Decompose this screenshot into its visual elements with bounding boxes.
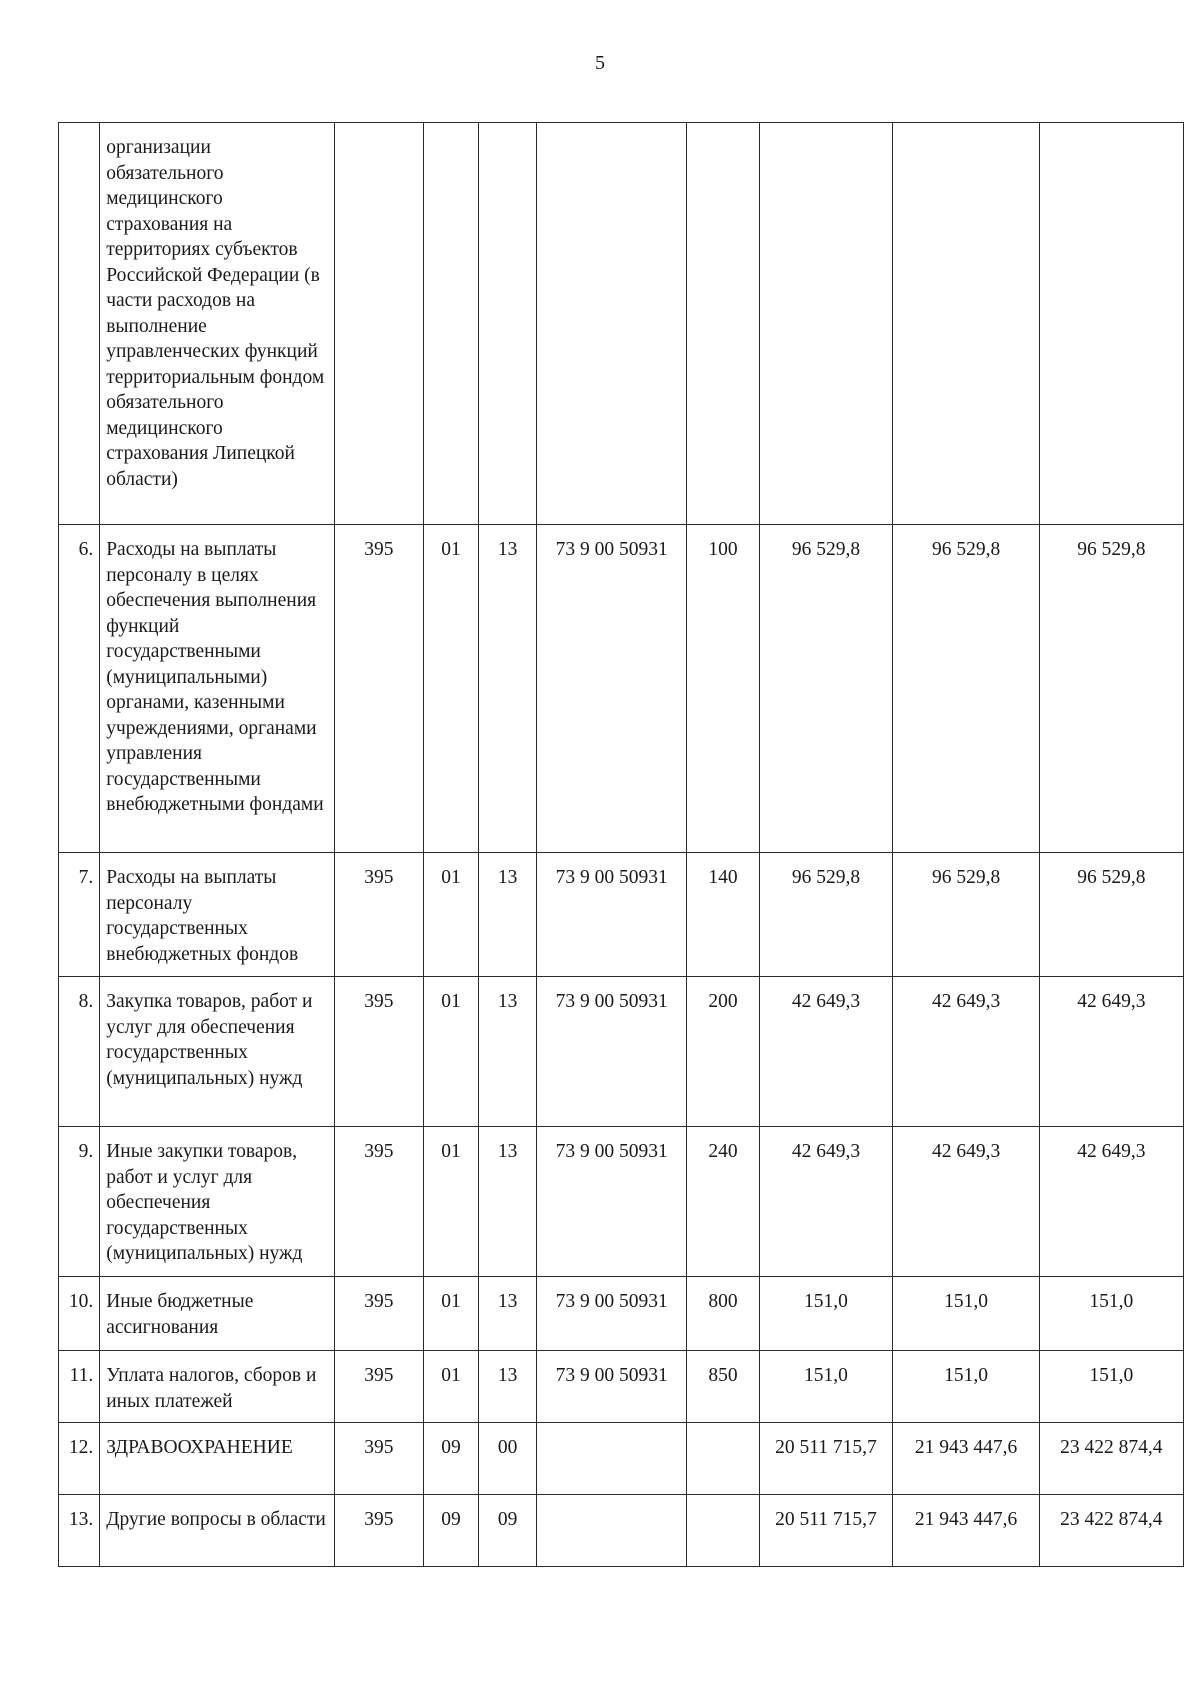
amount-year-1: 151,0 xyxy=(759,1277,893,1351)
subsection-code: 13 xyxy=(479,1277,537,1351)
section-code: 01 xyxy=(423,1351,479,1423)
table-row xyxy=(59,525,1184,853)
expense-type xyxy=(687,1423,759,1495)
target-article xyxy=(536,1495,686,1567)
subsection-code: 09 xyxy=(479,1495,537,1567)
target-article: 73 9 00 50931 xyxy=(536,977,686,1127)
expense-type: 240 xyxy=(687,1127,759,1277)
expense-type: 800 xyxy=(687,1277,759,1351)
amount-year-3: 96 529,8 xyxy=(1039,853,1183,977)
section-code: 01 xyxy=(423,1277,479,1351)
amount-year-3: 23 422 874,4 xyxy=(1039,1423,1183,1495)
row-number: 11. xyxy=(59,1351,100,1423)
ministry-code: 395 xyxy=(335,1277,424,1351)
amount-year-3: 23 422 874,4 xyxy=(1039,1495,1183,1567)
expense-type: 200 xyxy=(687,977,759,1127)
row-number: 12. xyxy=(59,1423,100,1495)
amount-year-1: 96 529,8 xyxy=(759,525,893,853)
amount-year-2: 151,0 xyxy=(893,1351,1039,1423)
section-code xyxy=(423,123,479,525)
ministry-code: 395 xyxy=(335,977,424,1127)
row-name: ЗДРАВООХРАНЕНИЕ xyxy=(100,1423,335,1495)
amount-year-3: 151,0 xyxy=(1039,1351,1183,1423)
section-code: 01 xyxy=(423,1127,479,1277)
amount-year-2: 96 529,8 xyxy=(893,853,1039,977)
subsection-code: 13 xyxy=(479,977,537,1127)
amount-year-1: 20 511 715,7 xyxy=(759,1423,893,1495)
amount-year-3: 42 649,3 xyxy=(1039,977,1183,1127)
row-name: Расходы на выплаты персоналу в целях обеспечения выполнения функций государственными (муниципальными) органами, казенными учреждениями, органами управления государственными внебюджетными фондами xyxy=(100,525,335,853)
amount-year-1: 42 649,3 xyxy=(759,977,893,1127)
section-code: 09 xyxy=(423,1495,479,1567)
target-article: 73 9 00 50931 xyxy=(536,1127,686,1277)
expense-type xyxy=(687,1495,759,1567)
ministry-code: 395 xyxy=(335,1423,424,1495)
section-code: 01 xyxy=(423,525,479,853)
amount-year-2: 21 943 447,6 xyxy=(893,1495,1039,1567)
row-name: Уплата налогов, сборов и иных платежей xyxy=(100,1351,335,1423)
budget-table xyxy=(58,122,1184,1567)
section-code: 01 xyxy=(423,977,479,1127)
row-name: Расходы на выплаты персоналу государственных внебюджетных фондов xyxy=(100,853,335,977)
amount-year-2: 42 649,3 xyxy=(893,977,1039,1127)
expense-type: 140 xyxy=(687,853,759,977)
target-article: 73 9 00 50931 xyxy=(536,1351,686,1423)
amount-year-2: 42 649,3 xyxy=(893,1127,1039,1277)
section-code: 09 xyxy=(423,1423,479,1495)
amount-year-2: 21 943 447,6 xyxy=(893,1423,1039,1495)
expense-type: 100 xyxy=(687,525,759,853)
subsection-code: 13 xyxy=(479,525,537,853)
subsection-code: 00 xyxy=(479,1423,537,1495)
amount-year-3: 96 529,8 xyxy=(1039,525,1183,853)
row-number: 10. xyxy=(59,1277,100,1351)
target-article xyxy=(536,1423,686,1495)
subsection-code: 13 xyxy=(479,853,537,977)
row-name: Другие вопросы в области xyxy=(100,1495,335,1567)
expense-type xyxy=(687,123,759,525)
amount-year-1: 96 529,8 xyxy=(759,853,893,977)
subsection-code: 13 xyxy=(479,1351,537,1423)
amount-year-3 xyxy=(1039,123,1183,525)
row-name: Иные бюджетные ассигнования xyxy=(100,1277,335,1351)
row-number: 7. xyxy=(59,853,100,977)
amount-year-1: 20 511 715,7 xyxy=(759,1495,893,1567)
row-name: Закупка товаров, работ и услуг для обеспечения государственных (муниципальных) нужд xyxy=(100,977,335,1127)
amount-year-2 xyxy=(893,123,1039,525)
target-article: 73 9 00 50931 xyxy=(536,1277,686,1351)
row-name: организации обязательного медицинского страхования на территориях субъектов Российской Федерации (в части расходов на выполнение управленческих функций территориальным фондом обязательного медицинского страхования Липецкой области) xyxy=(100,123,335,525)
amount-year-2: 151,0 xyxy=(893,1277,1039,1351)
ministry-code: 395 xyxy=(335,1351,424,1423)
subsection-code: 13 xyxy=(479,1127,537,1277)
expense-type: 850 xyxy=(687,1351,759,1423)
target-article xyxy=(536,123,686,525)
row-name: Иные закупки товаров, работ и услуг для обеспечения государственных (муниципальных) нужд xyxy=(100,1127,335,1277)
table-row xyxy=(59,123,1184,525)
row-number: 9. xyxy=(59,1127,100,1277)
ministry-code xyxy=(335,123,424,525)
table-row xyxy=(59,1423,1184,1495)
amount-year-1: 151,0 xyxy=(759,1351,893,1423)
ministry-code: 395 xyxy=(335,1495,424,1567)
section-code: 01 xyxy=(423,853,479,977)
ministry-code: 395 xyxy=(335,853,424,977)
table-row xyxy=(59,977,1184,1127)
page-number: 5 xyxy=(595,52,605,74)
table-row xyxy=(59,1127,1184,1277)
amount-year-1: 42 649,3 xyxy=(759,1127,893,1277)
subsection-code xyxy=(479,123,537,525)
ministry-code: 395 xyxy=(335,525,424,853)
amount-year-1 xyxy=(759,123,893,525)
table-row xyxy=(59,1277,1184,1351)
row-number xyxy=(59,123,100,525)
amount-year-3: 42 649,3 xyxy=(1039,1127,1183,1277)
amount-year-2: 96 529,8 xyxy=(893,525,1039,853)
row-number: 13. xyxy=(59,1495,100,1567)
row-number: 8. xyxy=(59,977,100,1127)
row-number: 6. xyxy=(59,525,100,853)
table-row xyxy=(59,1351,1184,1423)
table-row xyxy=(59,853,1184,977)
amount-year-3: 151,0 xyxy=(1039,1277,1183,1351)
table-row xyxy=(59,1495,1184,1567)
target-article: 73 9 00 50931 xyxy=(536,853,686,977)
target-article: 73 9 00 50931 xyxy=(536,525,686,853)
ministry-code: 395 xyxy=(335,1127,424,1277)
